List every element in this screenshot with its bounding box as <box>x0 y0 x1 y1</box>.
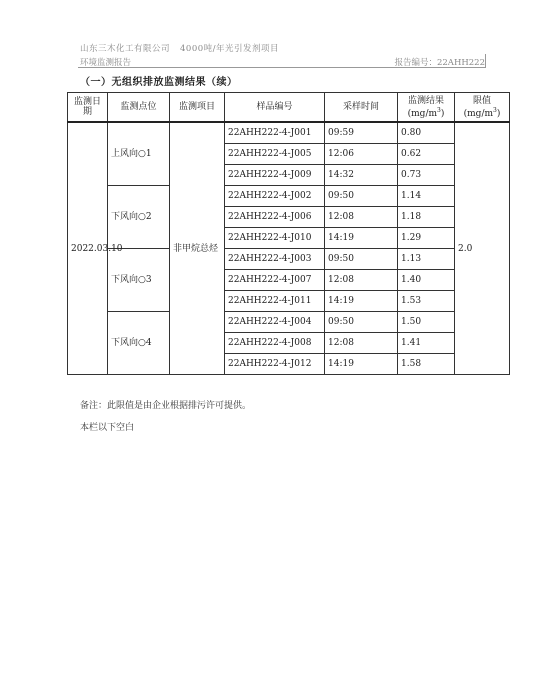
time-cell: 09:50 <box>325 249 398 270</box>
time-cell: 09:59 <box>325 122 398 144</box>
time-cell: 09:50 <box>325 186 398 207</box>
header-tick <box>485 54 486 67</box>
sample-cell: 22AHH222-4-J005 <box>225 144 325 165</box>
time-cell: 12:08 <box>325 270 398 291</box>
result-cell: 1.14 <box>398 186 455 207</box>
result-cell: 1.40 <box>398 270 455 291</box>
header-date: 监测日期 <box>68 93 108 123</box>
time-cell: 12:08 <box>325 333 398 354</box>
sample-cell: 22AHH222-4-J009 <box>225 165 325 186</box>
result-cell: 0.62 <box>398 144 455 165</box>
sample-cell: 22AHH222-4-J011 <box>225 291 325 312</box>
time-cell: 12:06 <box>325 144 398 165</box>
header-line-1 <box>80 42 279 54</box>
table-header-row <box>68 93 510 123</box>
company-name: 山东三木化工有限公司 <box>80 44 171 54</box>
result-cell: 1.13 <box>398 249 455 270</box>
time-cell: 12:08 <box>325 207 398 228</box>
result-cell: 1.53 <box>398 291 455 312</box>
point-cell: 下风向○4 <box>108 312 170 375</box>
header-result-unit <box>401 106 451 119</box>
header-limit-unit <box>458 106 506 119</box>
project-name: 4000吨/年光引发剂项目 <box>180 44 280 54</box>
result-unit-text: (mg/m <box>407 108 438 119</box>
sample-cell: 22AHH222-4-J004 <box>225 312 325 333</box>
sample-cell: 22AHH222-4-J006 <box>225 207 325 228</box>
time-cell: 09:50 <box>325 312 398 333</box>
table-row <box>68 186 510 207</box>
header-result-label: 监测结果 <box>407 95 444 106</box>
table-row <box>68 312 510 333</box>
result-cell: 0.80 <box>398 122 455 144</box>
result-cell: 1.18 <box>398 207 455 228</box>
time-cell: 14:19 <box>325 291 398 312</box>
sample-cell: 22AHH222-4-J010 <box>225 228 325 249</box>
remark-note: 备注：此限值是由企业根据排污许可提供。 <box>80 401 252 411</box>
header-result <box>398 93 455 123</box>
sample-cell: 22AHH222-4-J012 <box>225 354 325 375</box>
header-point: 监测点位 <box>108 93 170 123</box>
limit-cell: 2.0 <box>455 122 510 375</box>
time-cell: 14:19 <box>325 354 398 375</box>
header-sample: 样品编号 <box>225 93 325 123</box>
item-cell: 非甲烷总烃 <box>170 122 225 375</box>
sample-cell: 22AHH222-4-J002 <box>225 186 325 207</box>
header-rule <box>78 67 486 68</box>
limit-unit-text: (mg/m <box>463 108 494 119</box>
table-row <box>68 249 510 270</box>
time-cell: 14:32 <box>325 165 398 186</box>
header-time: 采样时间 <box>325 93 398 123</box>
result-unit-sup: 3 <box>437 106 441 114</box>
report-type: 环境监测报告 <box>80 58 132 68</box>
result-cell: 1.29 <box>398 228 455 249</box>
header-limit-label: 限值 <box>472 95 491 106</box>
header-item: 监测项目 <box>170 93 225 123</box>
limit-unit-sup: 3 <box>493 106 497 114</box>
result-cell: 1.41 <box>398 333 455 354</box>
blank-note: 本栏以下空白 <box>80 423 135 433</box>
limit-unit-close: ) <box>496 108 501 119</box>
sample-cell: 22AHH222-4-J003 <box>225 249 325 270</box>
section-title: （一）无组织排放监测结果（续） <box>80 77 238 88</box>
point-cell: 上风向○1 <box>108 122 170 186</box>
point-cell: 下风向○2 <box>108 186 170 249</box>
date-cell: 2022.03.10 <box>68 122 108 375</box>
result-unit-close: ) <box>440 108 445 119</box>
monitoring-results-table <box>67 92 510 375</box>
sample-cell: 22AHH222-4-J007 <box>225 270 325 291</box>
time-cell: 14:19 <box>325 228 398 249</box>
sample-cell: 22AHH222-4-J001 <box>225 122 325 144</box>
report-number: 报告编号：22AHH222 <box>394 58 485 68</box>
result-cell: 1.50 <box>398 312 455 333</box>
point-cell: 下风向○3 <box>108 249 170 312</box>
header-limit <box>455 93 510 123</box>
result-cell: 0.73 <box>398 165 455 186</box>
table-row <box>68 122 510 144</box>
sample-cell: 22AHH222-4-J008 <box>225 333 325 354</box>
result-cell: 1.58 <box>398 354 455 375</box>
